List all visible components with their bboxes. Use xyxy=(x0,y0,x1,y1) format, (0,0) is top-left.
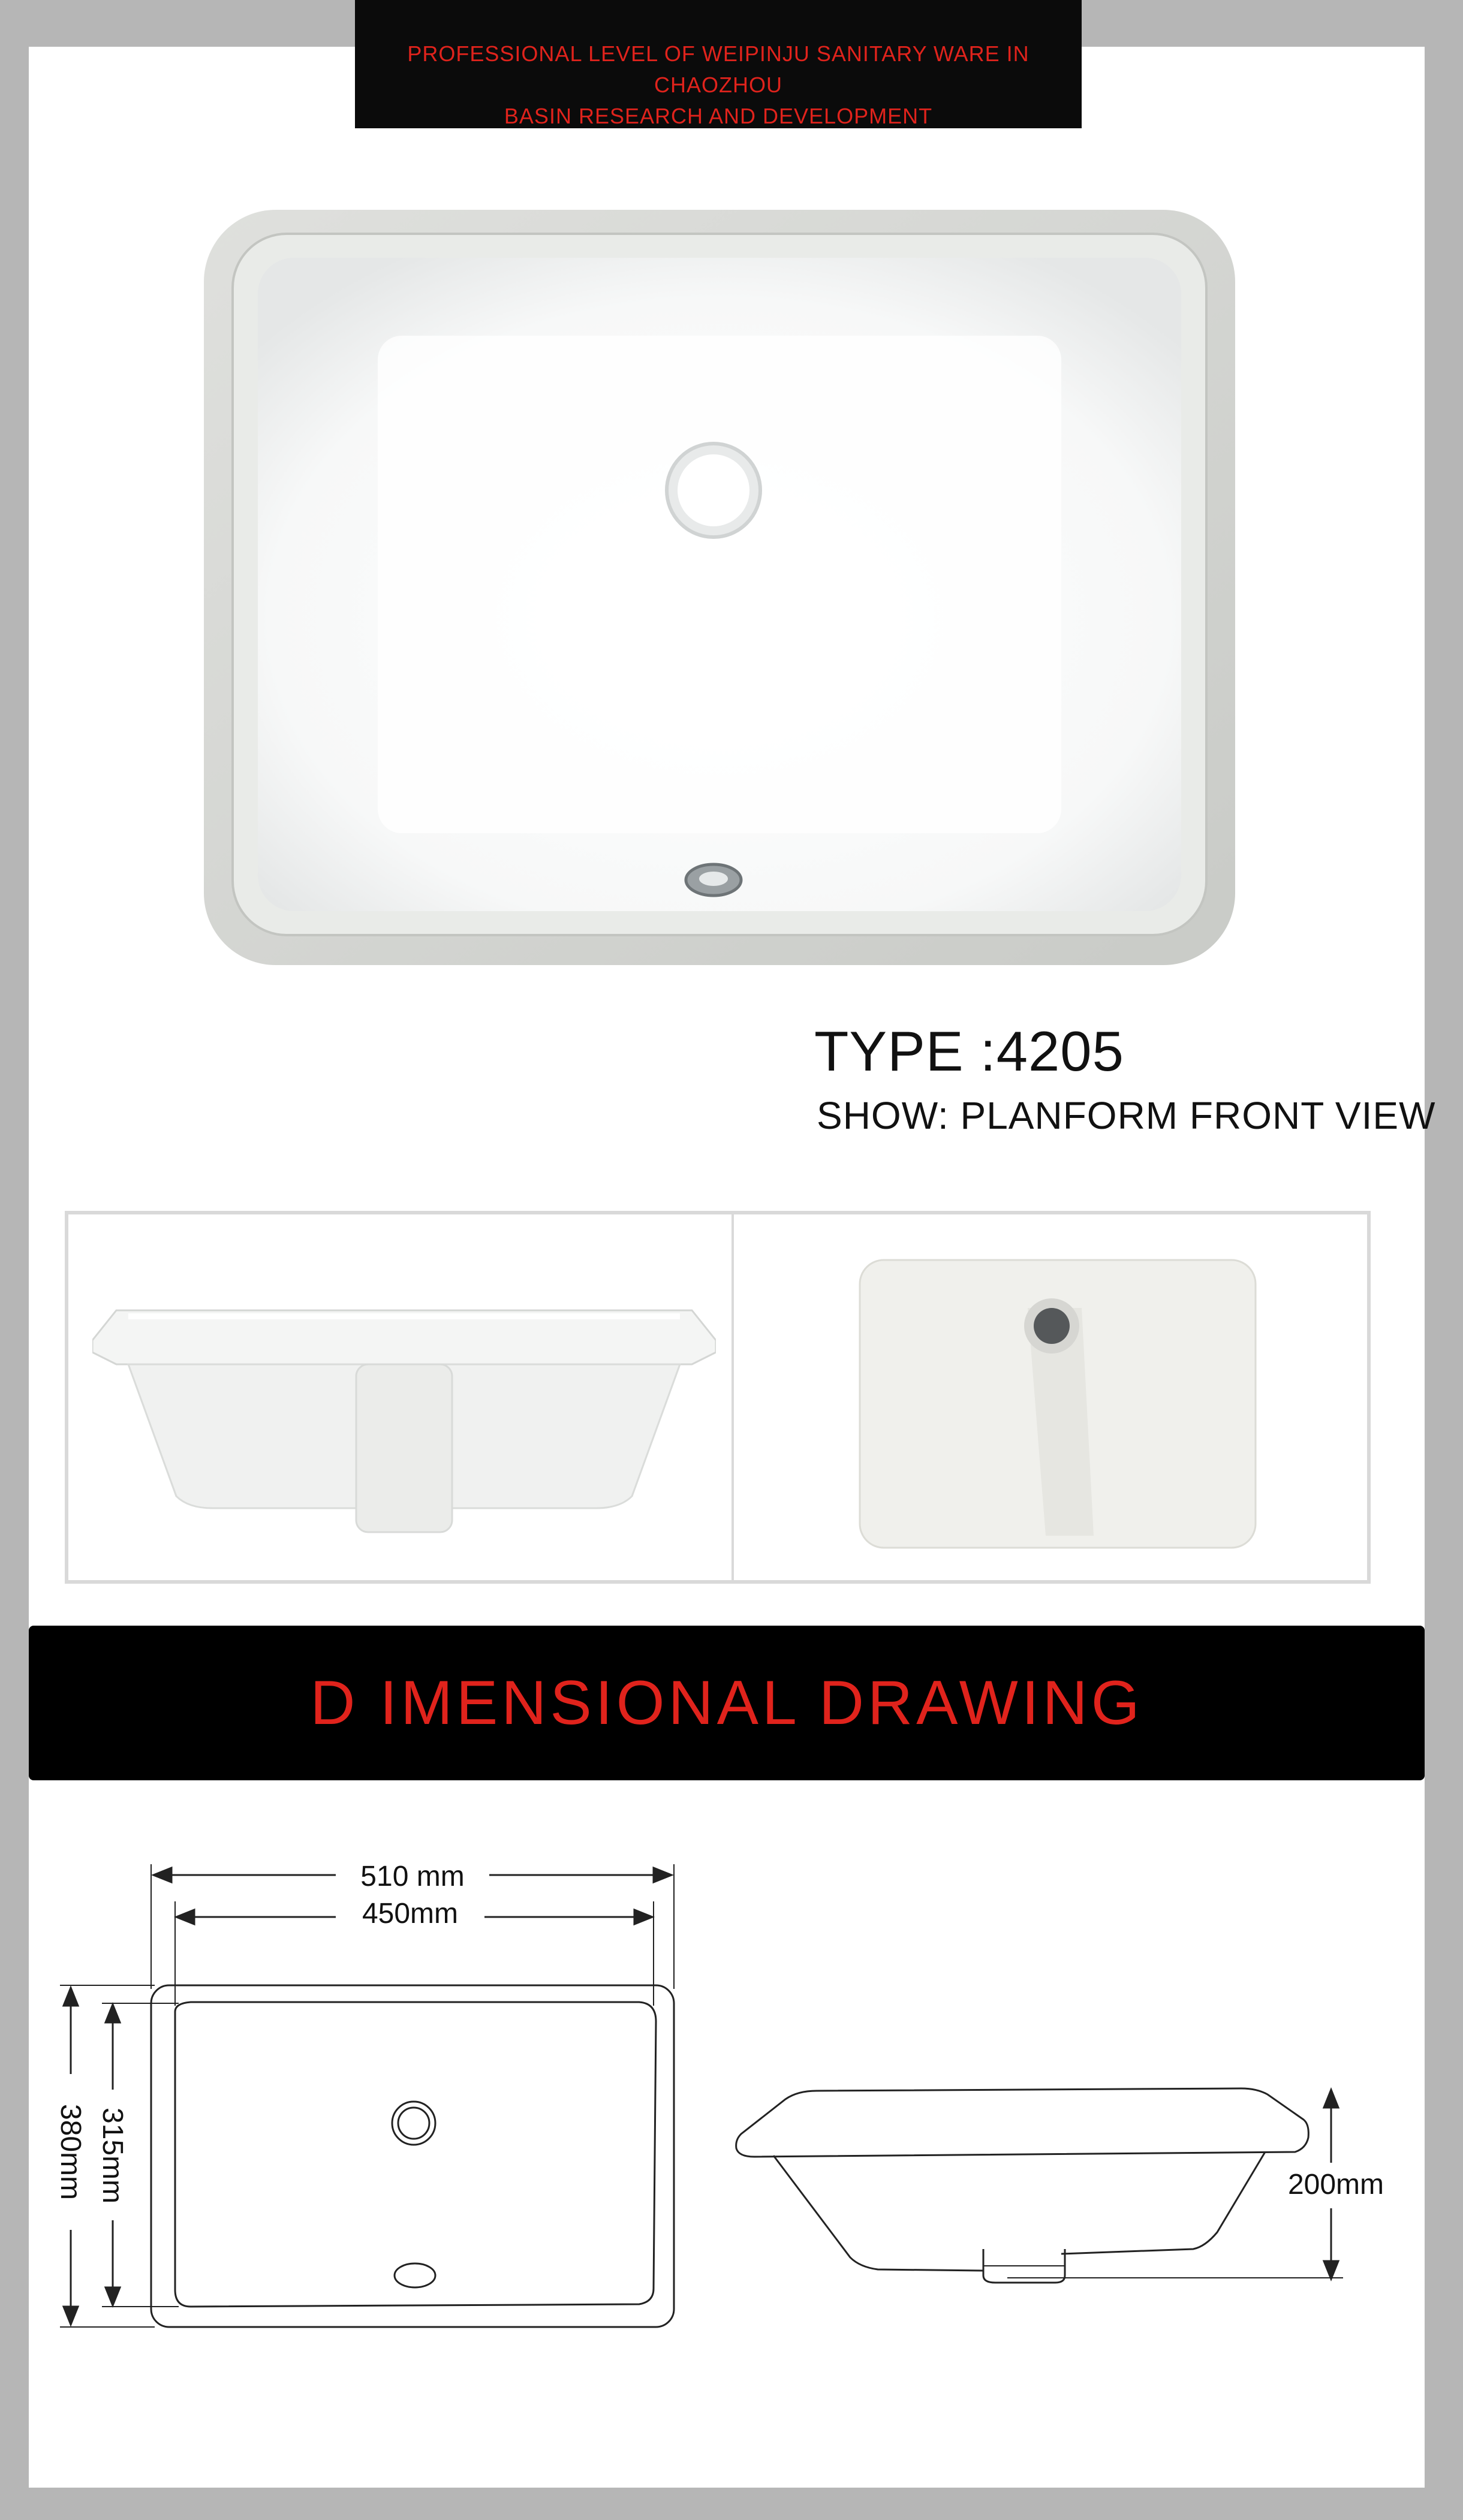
dim-outer-width: 510 mm xyxy=(360,1861,465,1892)
drawing-overflow xyxy=(395,2263,435,2287)
banner-line-1: PROFESSIONAL LEVEL OF WEIPINJU SANITARY WARE IN CHAOZHOU xyxy=(407,41,1029,97)
view-description-label: SHOW: PLANFORM FRONT VIEW xyxy=(817,1094,1436,1137)
views-divider xyxy=(732,1214,734,1580)
dim-inner-depth: 315mm xyxy=(97,2107,128,2204)
dimensional-drawing xyxy=(0,1822,1463,2452)
drawing-inner-outline xyxy=(175,2002,656,2307)
side-drawing-rim xyxy=(736,2088,1309,2157)
side-drawing-bowl-left xyxy=(773,2156,983,2271)
product-type-label: TYPE :4205 xyxy=(814,1020,1124,1083)
dim-height: 200mm xyxy=(1287,2169,1384,2201)
basin-side-view-photo xyxy=(92,1292,716,1544)
dim-outer-depth: 380mm xyxy=(55,2103,86,2201)
product-views-panel xyxy=(65,1211,1371,1584)
drawing-drain-inner xyxy=(398,2108,429,2139)
drawing-outer-outline xyxy=(151,1985,674,2327)
top-banner xyxy=(355,0,1082,128)
side-drawing-bowl-right xyxy=(1061,2152,1265,2254)
section-banner xyxy=(29,1626,1425,1780)
banner-line-2: BASIN RESEARCH AND DEVELOPMENT xyxy=(504,104,933,128)
section-title: D IMENSIONAL DRAWING xyxy=(310,1668,1143,1738)
basin-top-view-photo xyxy=(198,204,1241,971)
basin-bottom-view-photo xyxy=(854,1254,1262,1554)
dim-inner-width: 450mm xyxy=(362,1898,459,1930)
